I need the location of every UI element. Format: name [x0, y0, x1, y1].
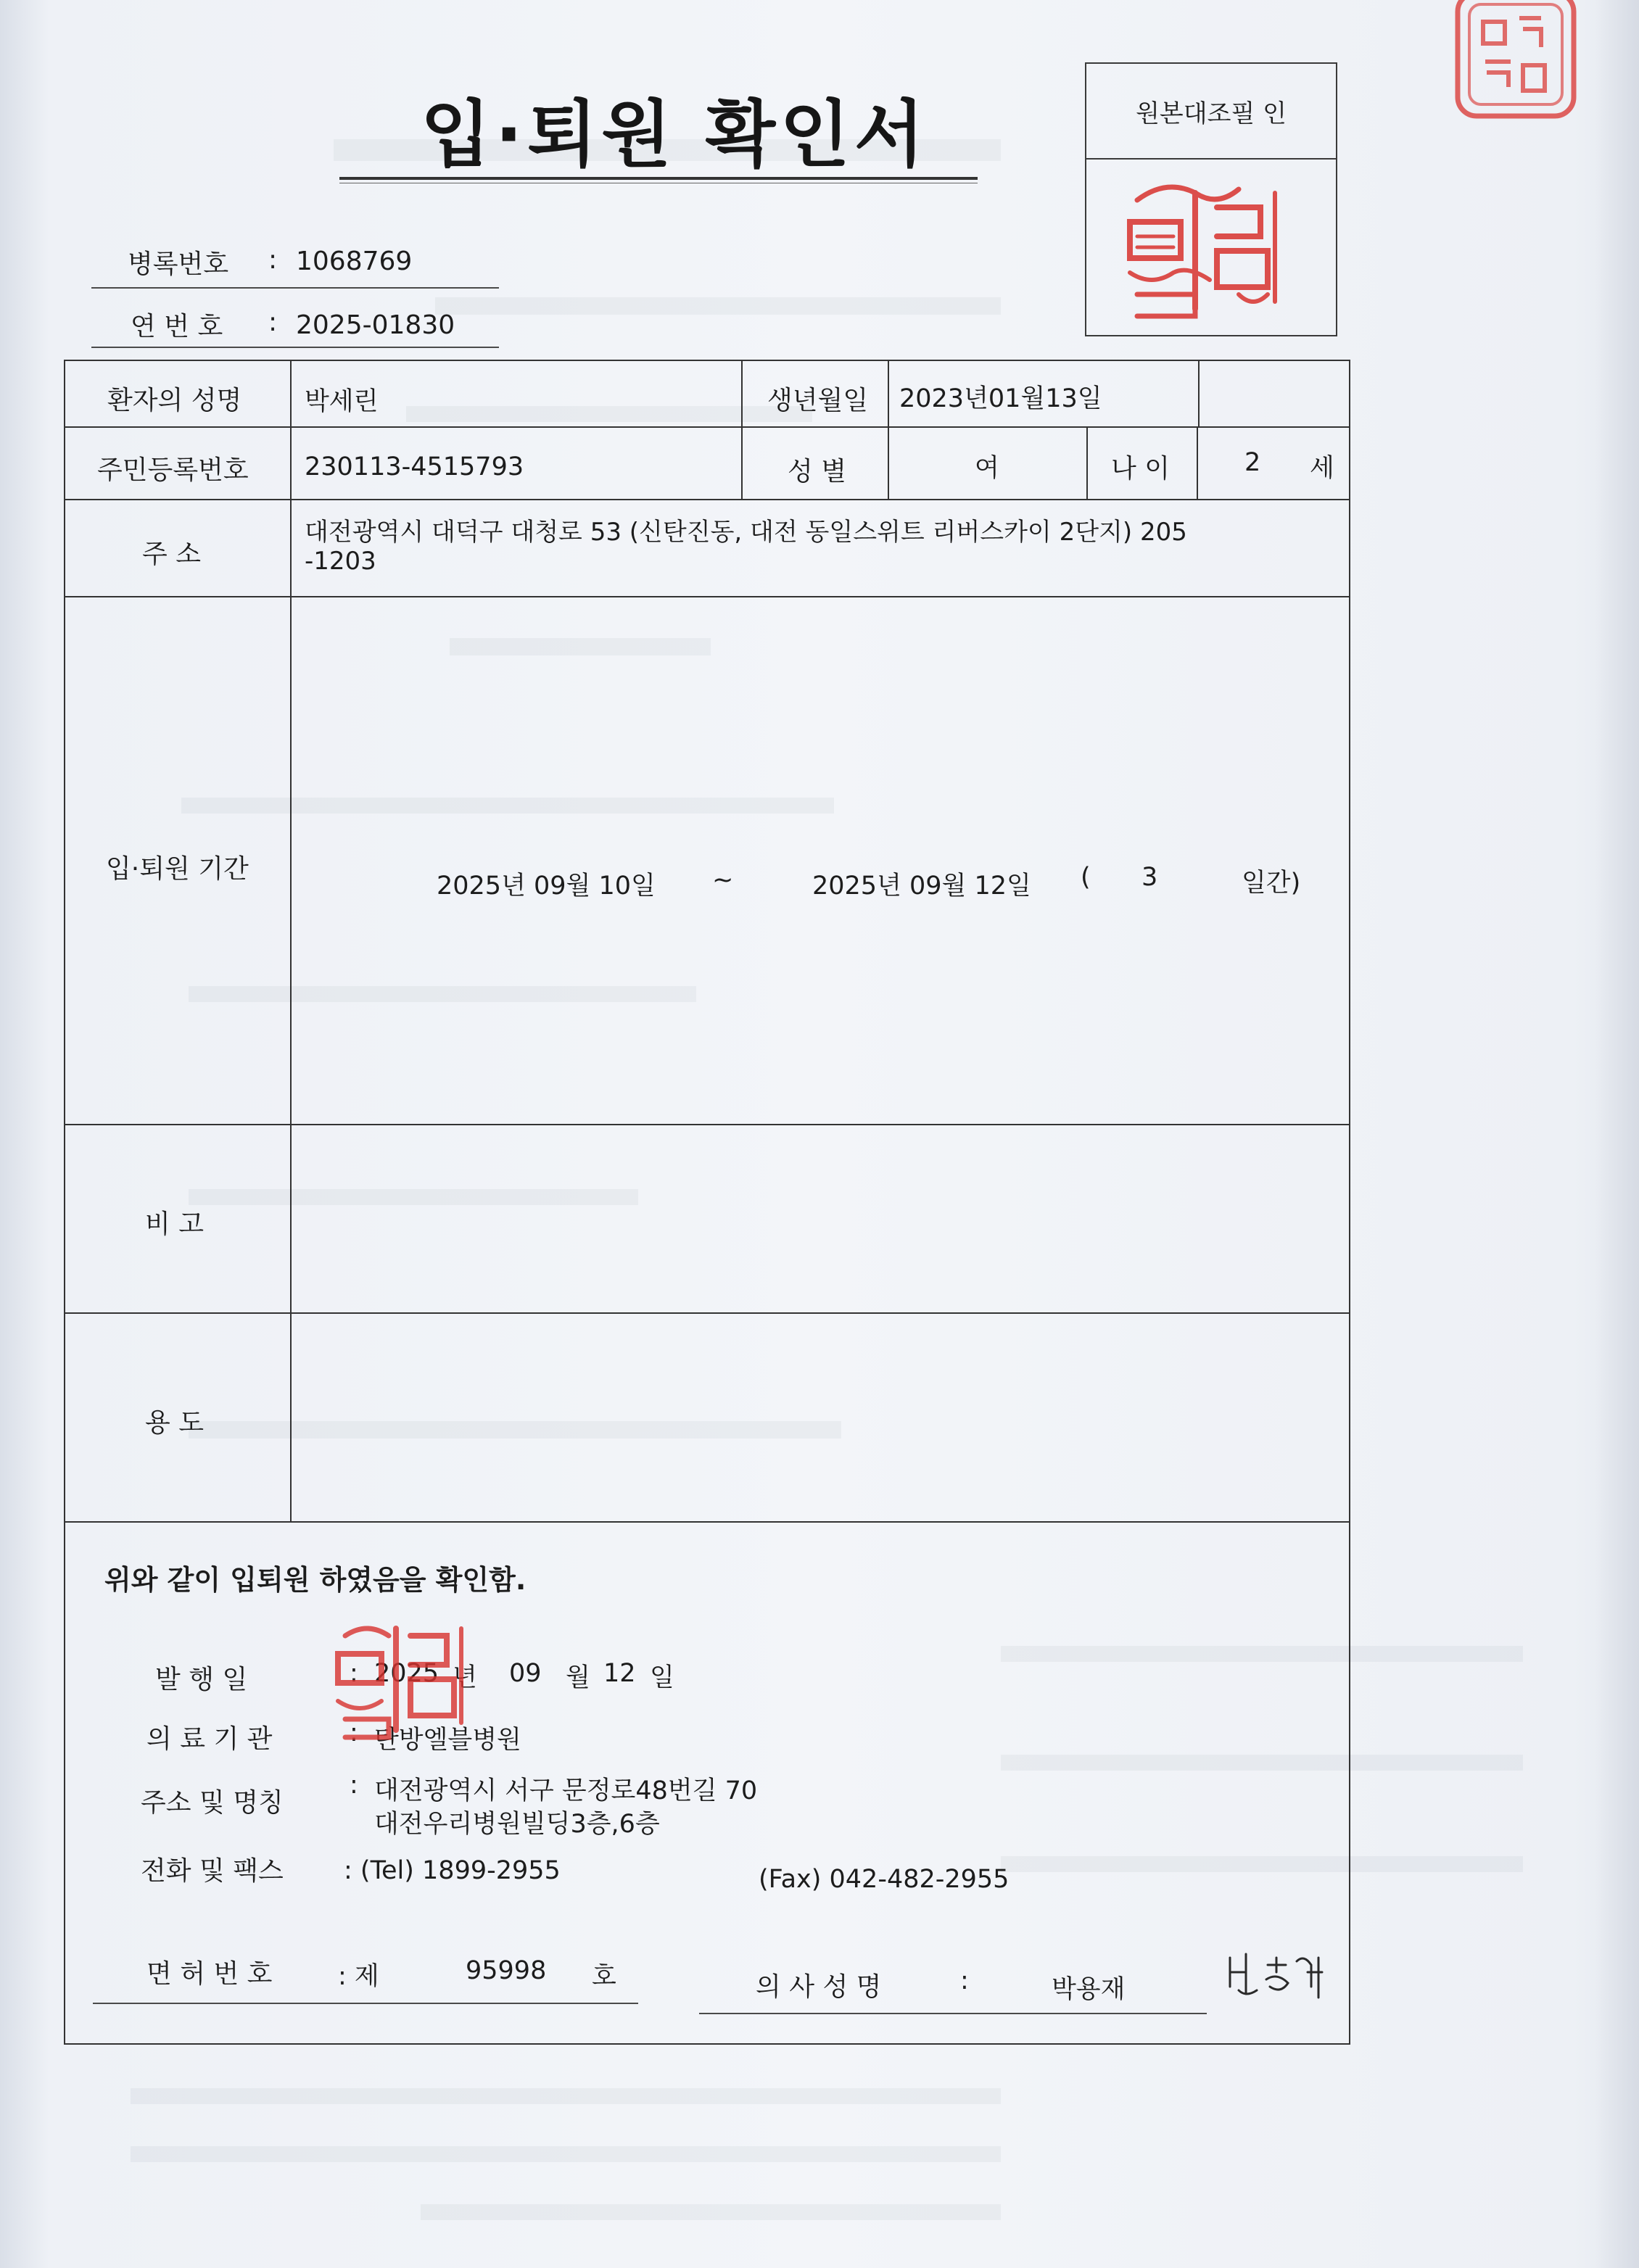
serial-number-underline: [91, 347, 499, 348]
row-divider: [65, 1124, 1349, 1125]
stay-period-label: 입·퇴원 기간: [106, 854, 249, 884]
row-divider: [65, 1312, 1349, 1314]
column-divider: [1086, 426, 1088, 499]
record-number-value: 1068769: [296, 247, 413, 276]
issue-year-unit: 년: [453, 1663, 477, 1692]
stay-open-paren: (: [1081, 863, 1091, 892]
stay-to-date: 2025년 09월 12일: [812, 872, 1031, 901]
column-divider: [1198, 361, 1200, 426]
column-divider: [290, 361, 292, 1521]
remarks-label: 비 고: [145, 1209, 204, 1239]
stay-from-date: 2025년 09월 10일: [437, 872, 656, 901]
patient-name-value: 박세린: [305, 387, 379, 416]
stay-days-suffix: 일간): [1242, 869, 1301, 898]
record-number-separator: :: [268, 245, 278, 275]
bleed-through-text: [131, 2088, 1001, 2104]
record-number-label: 병록번호: [128, 249, 229, 279]
license-prefix: : 제: [338, 1962, 379, 1991]
institution-separator: :: [350, 1718, 358, 1747]
doctor-name-value: 박용재: [1052, 1975, 1126, 2004]
column-divider: [1197, 426, 1198, 499]
document-title: 입·퇴원 확인서: [421, 92, 929, 177]
age-value: 2: [1244, 448, 1261, 477]
birth-date-label: 생년월일: [767, 386, 869, 415]
sex-label: 성 별: [788, 457, 846, 487]
institution-address-line-1: 대전광역시 서구 문정로48번길 70: [374, 1776, 758, 1805]
issue-day: 12: [603, 1659, 636, 1688]
corner-seal-stamp: [1450, 0, 1581, 123]
license-number-label: 면 허 번 호: [146, 1959, 273, 1989]
hospital-seal-stamp: [323, 1614, 476, 1745]
admission-confirmation-table: [64, 360, 1350, 2045]
issue-month: 09: [509, 1659, 542, 1688]
title-underline: [339, 177, 978, 180]
fax-value: (Fax) 042-482-2955: [759, 1865, 1010, 1894]
license-number-value: 95998: [466, 1956, 547, 1985]
age-label: 나 이: [1111, 454, 1170, 484]
bleed-through-text: [421, 2204, 1001, 2220]
row-divider: [65, 426, 1349, 428]
column-divider: [888, 361, 889, 499]
institution-address-label: 주소 및 명칭: [141, 1788, 284, 1818]
sex-value: 여: [975, 454, 999, 483]
serial-number-label: 연 번 호: [131, 312, 223, 342]
age-unit: 세: [1310, 454, 1334, 483]
confirmation-statement: 위와 같이 입퇴원 하였음을 확인함.: [104, 1564, 527, 1596]
serial-number-value: 2025-01830: [296, 310, 455, 340]
institution-name: 탄방엘블병원: [374, 1726, 521, 1755]
issue-year: 2025: [374, 1659, 439, 1688]
resident-number-value: 230113-4515793: [305, 452, 524, 481]
issue-date-label: 발 행 일: [155, 1665, 248, 1694]
institution-address-separator: :: [350, 1771, 358, 1800]
resident-number-label: 주민등록번호: [97, 455, 249, 485]
issue-day-unit: 일: [650, 1663, 674, 1692]
bleed-through-text: [435, 297, 1001, 315]
stay-days-value: 3: [1141, 863, 1158, 892]
verification-seal-stamp: [1108, 171, 1311, 331]
birth-date-value: 2023년01월13일: [899, 384, 1102, 413]
serial-number-separator: :: [268, 307, 278, 337]
issue-month-unit: 월: [566, 1663, 590, 1692]
address-line-1: 대전광역시 대덕구 대청로 53 (신탄진동, 대전 동일스위트 리버스카이 2단지) 205: [305, 518, 1187, 547]
institution-address-line-2: 대전우리병원빌딩3층,6층: [374, 1810, 660, 1839]
row-divider: [65, 1521, 1349, 1523]
row-divider: [65, 499, 1349, 500]
telephone-value: : (Tel) 1899-2955: [344, 1856, 561, 1885]
column-divider: [741, 361, 743, 499]
issue-date-separator: :: [350, 1659, 358, 1688]
doctor-name-label: 의 사 성 명: [756, 1972, 882, 2002]
doctor-underline: [699, 2013, 1207, 2014]
purpose-label: 용 도: [145, 1408, 204, 1438]
license-suffix: 호: [592, 1962, 616, 1991]
bleed-through-text: [131, 2146, 1001, 2162]
address-label: 주 소: [142, 539, 201, 569]
license-underline: [93, 2003, 638, 2004]
contact-label: 전화 및 팩스: [141, 1856, 284, 1886]
row-divider: [65, 596, 1349, 597]
stay-tilde: ~: [712, 866, 734, 895]
record-number-underline: [91, 287, 499, 289]
patient-name-label: 환자의 성명: [107, 386, 242, 415]
original-copy-label: 원본대조필 인: [1086, 64, 1336, 160]
original-copy-verification-box: [1085, 62, 1337, 336]
address-line-2: -1203: [305, 547, 376, 576]
doctor-signature: [1224, 1943, 1333, 2008]
institution-label: 의 료 기 관: [146, 1724, 273, 1754]
doctor-name-separator: :: [960, 1966, 969, 1995]
